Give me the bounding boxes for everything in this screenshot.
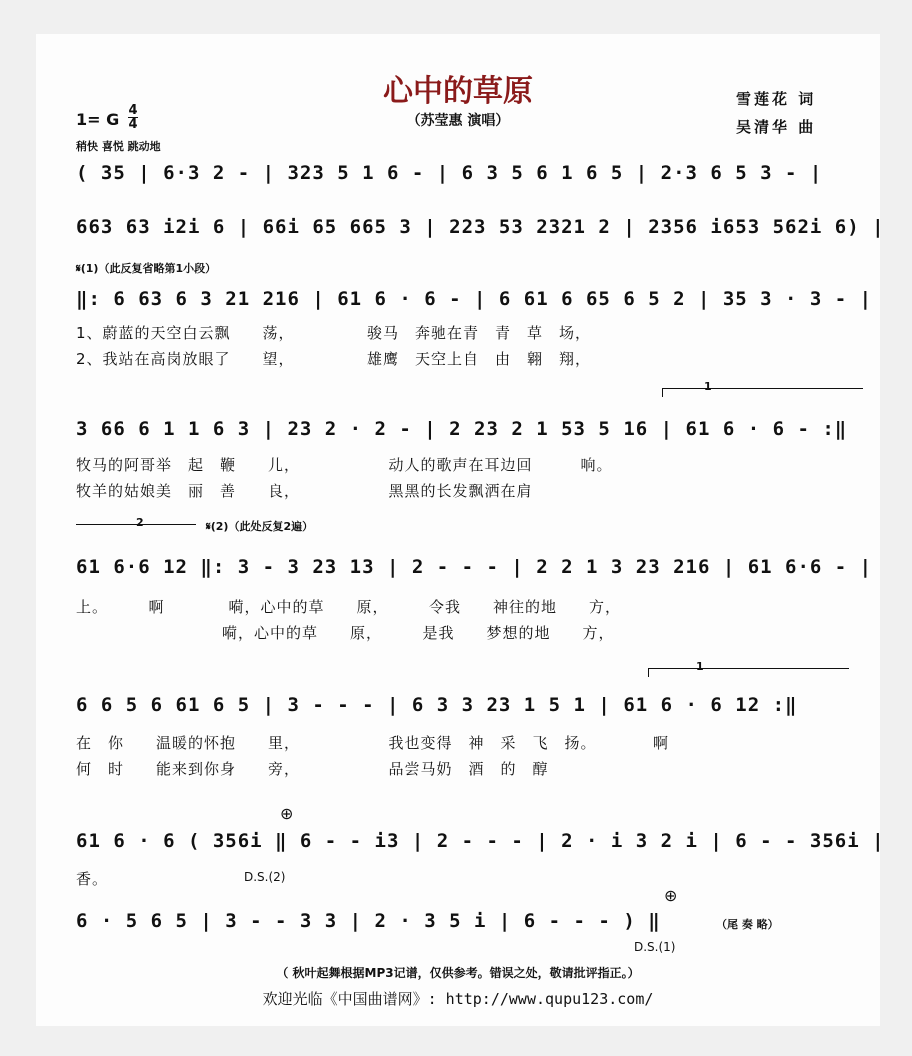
time-bottom: 4 (128, 117, 138, 132)
tempo-marking: 稍快 喜悦 跳动地 (76, 140, 161, 153)
key-signature: 1= G (76, 110, 120, 129)
lyrics-row-3-verse-1: 1、蔚蓝的天空白云飘 荡， 骏马 奔驰在青 青 草 场， (76, 324, 592, 342)
volta-1-label-second: 1 (696, 660, 704, 673)
coda-sign-icon-second: ⊕ (664, 886, 678, 905)
ds-2-marking: D.S.(2) (244, 870, 286, 884)
outro-note: （尾 奏 略） (716, 918, 779, 931)
notation-row-5: 61 6·6 12 ‖: 3 - 3 23 13 | 2 - - - | 2 2 1 3 23 216 | 61 6·6 - | (76, 556, 873, 578)
time-top: 4 (128, 103, 138, 118)
lyrics-row-3-verse-2: 2、我站在高岗放眼了 望， 雄鹰 天空上自 由 翱 翔， (76, 350, 592, 368)
notation-row-6: 6 6 5 6 61 6 5 | 3 - - - | 6 3 3 23 1 5 1 | 61 6 · 6 12 :‖ (76, 694, 798, 716)
notation-row-4: 3 66 6 1 1 6 3 | 23 2 · 2 - | 2 23 2 1 53 5 16 | 61 6 · 6 - :‖ (76, 418, 848, 440)
volta-1-label: 1 (704, 380, 712, 393)
notation-row-1: ( 35 | 6·3 2 - | 323 5 1 6 - | 6 3 5 6 1 6 5 | 2·3 6 5 3 - | (76, 162, 823, 184)
volta-1-bracket (662, 388, 863, 397)
singer-credit: （苏莹惠 演唱） (406, 113, 510, 129)
lyricist-credit: 雪莲花 词 (736, 90, 817, 108)
transcriber-note: （ 秋叶起舞根据MP3记谱，仅供参考。错误之处，敬请批评指正。） (276, 966, 640, 980)
lyrics-row-5-verse-2: 嗬，心中的草 原， 是我 梦想的地 方， (222, 624, 615, 642)
lyrics-row-4-verse-2: 牧羊的姑娘美 丽 善 良， 黑黑的长发飘洒在肩 (76, 482, 533, 500)
notation-row-2: 663 63 i2i 6 | 66i 65 665 3 | 223 53 2321 2 | 2356 i653 562i 6) | (76, 216, 885, 238)
score-page (36, 34, 885, 1026)
volta-1-bracket-second (648, 668, 849, 677)
coda-sign-icon: ⊕ (280, 804, 294, 823)
volta-2-label: 2 (136, 516, 144, 529)
segno-1-marking: 𝄋(1)（此反复省略第1小段） (76, 262, 217, 275)
lyrics-row-7: 香。 (76, 870, 109, 888)
lyrics-row-6-verse-2: 何 时 能来到你身 旁， 品尝马奶 酒 的 醇 (76, 760, 549, 778)
composer-credit: 吴清华 曲 (736, 118, 817, 136)
time-signature (128, 104, 138, 131)
lyrics-row-4-verse-1: 牧马的阿哥举 起 鞭 儿， 动人的歌声在耳边回 响。 (76, 456, 613, 474)
segno-2-marking: 𝄋(2)（此处反复2遍） (206, 520, 314, 533)
notation-row-3: ‖: 6 63 6 3 21 216 | 61 6 · 6 - | 6 61 6 65 6 5 2 | 35 3 · 3 - | (76, 288, 873, 310)
lyrics-row-5-verse-1: 上。 啊 嗬，心中的草 原， 令我 神往的地 方， (76, 598, 622, 616)
song-title: 心中的草原 (383, 74, 533, 109)
lyrics-row-6-verse-1: 在 你 温暖的怀抱 里， 我也变得 神 采 飞 扬。 啊 (76, 734, 670, 752)
ds-1-marking: D.S.(1) (634, 940, 676, 954)
notation-row-7: 61 6 · 6 ( 356i ‖ 6 - - i3 | 2 - - - | 2 · i 3 2 i | 6 - - 356i | (76, 830, 885, 852)
notation-row-8: 6 · 5 6 5 | 3 - - 3 3 | 2 · 3 5 i | 6 - - - ) ‖ (76, 910, 661, 932)
site-credit: 欢迎光临《中国曲谱网》: http://www.qupu123.com/ (262, 990, 654, 1008)
